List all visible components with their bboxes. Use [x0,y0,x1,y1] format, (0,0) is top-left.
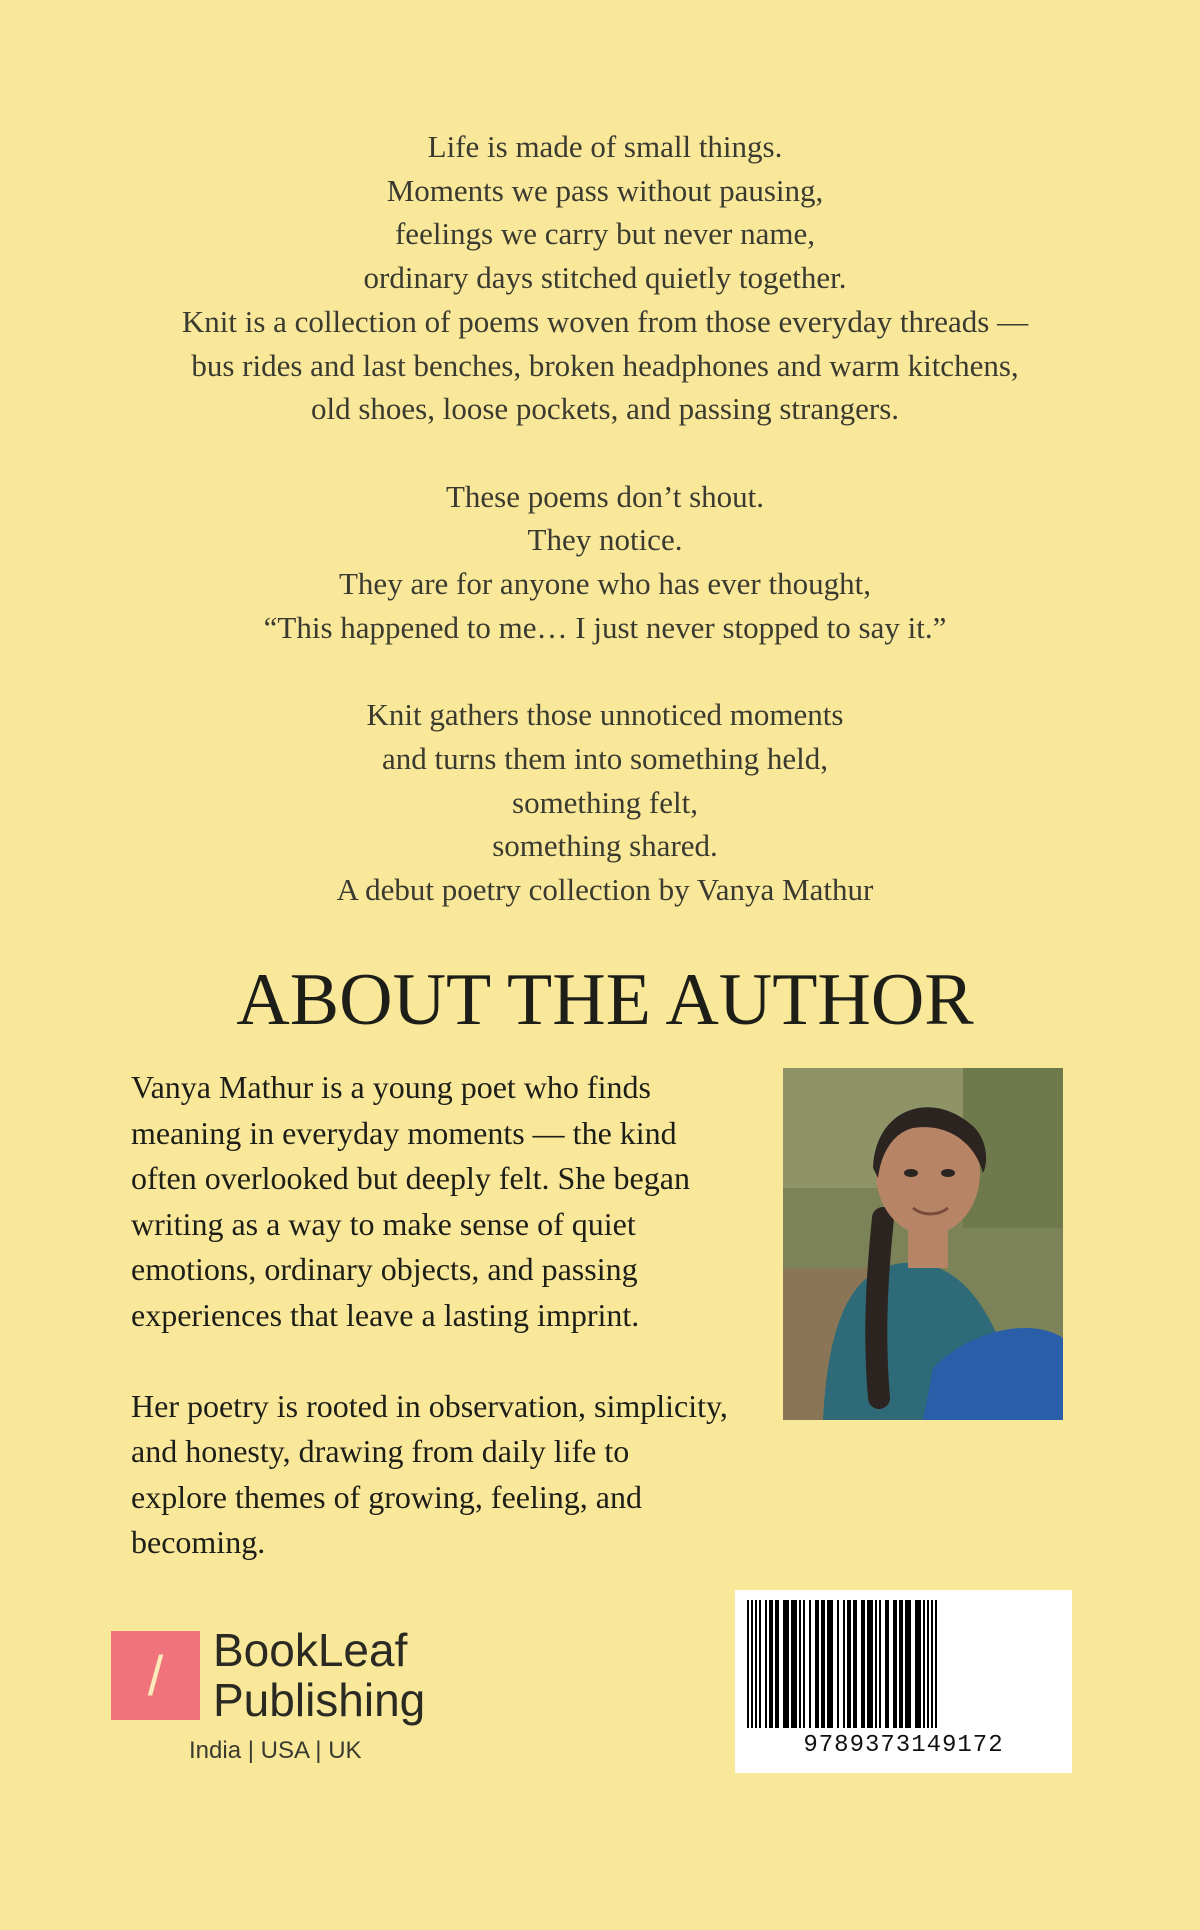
paragraph-break [131,1338,791,1384]
barcode-bar [935,1600,937,1728]
barcode-bar [837,1600,839,1728]
bio-line: Vanya Mathur is a young poet who finds [131,1069,651,1105]
blurb-line: They notice. [527,522,683,558]
barcode-bar [875,1600,877,1728]
barcode-bar [759,1600,761,1728]
back-cover-blurb [0,125,1200,912]
blurb-line: “This happened to me… I just never stopped to say it.” [263,609,947,645]
author-photo-illustration [783,1068,1063,1420]
barcode-bar [799,1600,801,1728]
barcode-bars-icon [745,1600,1062,1728]
barcode-bar [893,1600,897,1728]
blurb-line: Knit gathers those unnoticed moments [366,697,844,733]
publisher-logo [111,1625,471,1765]
bio-line: often overlooked but deeply felt. She began [131,1160,690,1196]
bio-line: meaning in everyday moments — the kind [131,1114,677,1151]
bio-line: and honesty, drawing from daily life to [131,1433,630,1469]
publisher-mark-icon: / [111,1631,200,1720]
barcode-bar [769,1600,773,1728]
bio-line: experiences that leave a lasting imprint. [131,1296,640,1333]
barcode-bar [905,1600,911,1728]
barcode-bar [755,1600,757,1728]
barcode-bar [827,1600,833,1728]
blurb-line: These poems don’t shout. [445,478,764,514]
barcode-bar [821,1600,825,1728]
publisher-regions: India | USA | UK [189,1737,362,1764]
blurb-line: Moments we pass without pausing, [386,172,824,208]
barcode-bar [931,1600,933,1728]
barcode-bar [915,1600,921,1728]
barcode-bar [809,1600,811,1728]
barcode-bar [853,1600,857,1728]
blurb-line: old shoes, loose pockets, and passing strangers. [310,391,900,427]
about-author-heading: ABOUT THE AUTHOR [236,959,974,1041]
blurb-line: and turns them into something held, [381,740,828,776]
blurb-line: A debut poetry collection by Vanya Mathur [336,871,874,907]
stanza-break [0,431,1200,475]
bio-line: Her poetry is rooted in observation, simplicity, [131,1387,728,1424]
barcode-bar [783,1600,789,1728]
barcode-bar [927,1600,929,1728]
bio-line: writing as a way to make sense of quiet [131,1205,636,1242]
barcode-bar [815,1600,819,1728]
barcode-bar [843,1600,845,1728]
publisher-name [213,1625,473,1725]
barcode-bar [765,1600,767,1728]
barcode-bar [775,1600,779,1728]
blurb-line: They are for anyone who has ever thought, [339,566,871,602]
author-bio [131,1065,791,1566]
bio-line: becoming. [131,1524,266,1560]
barcode-bar [847,1600,851,1728]
blurb-line: bus rides and last benches, broken headphones and warm kitchens, [191,347,1019,383]
isbn-number: 9789373149172 [803,1732,1004,1759]
barcode-bar [751,1600,753,1728]
blurb-line: ordinary days stitched quietly together. [363,260,847,296]
barcode-bar [885,1600,889,1728]
blurb-line: something felt, [512,784,698,820]
barcode-bar [879,1600,881,1728]
blurb-line: something shared. [492,828,718,864]
blurb-line: feelings we carry but never name, [394,216,816,252]
barcode-bar [923,1600,925,1728]
barcode-bar [867,1600,873,1728]
stanza-break [0,649,1200,693]
blurb-line: Life is made of small things. [427,129,783,164]
barcode-bar [747,1600,749,1728]
barcode-bar [791,1600,797,1728]
barcode-bar [899,1600,903,1728]
barcode-bar [803,1600,805,1728]
bio-line: explore themes of growing, feeling, and [131,1478,642,1515]
isbn-barcode [735,1590,1072,1773]
publisher-name-line2: Publishing [213,1674,426,1726]
author-photo [783,1068,1063,1420]
barcode-bar [861,1600,865,1728]
publisher-name-line1: BookLeaf [213,1624,408,1676]
bio-line: emotions, ordinary objects, and passing [131,1251,638,1287]
blurb-line: Knit is a collection of poems woven from those everyday threads — [181,303,1029,339]
